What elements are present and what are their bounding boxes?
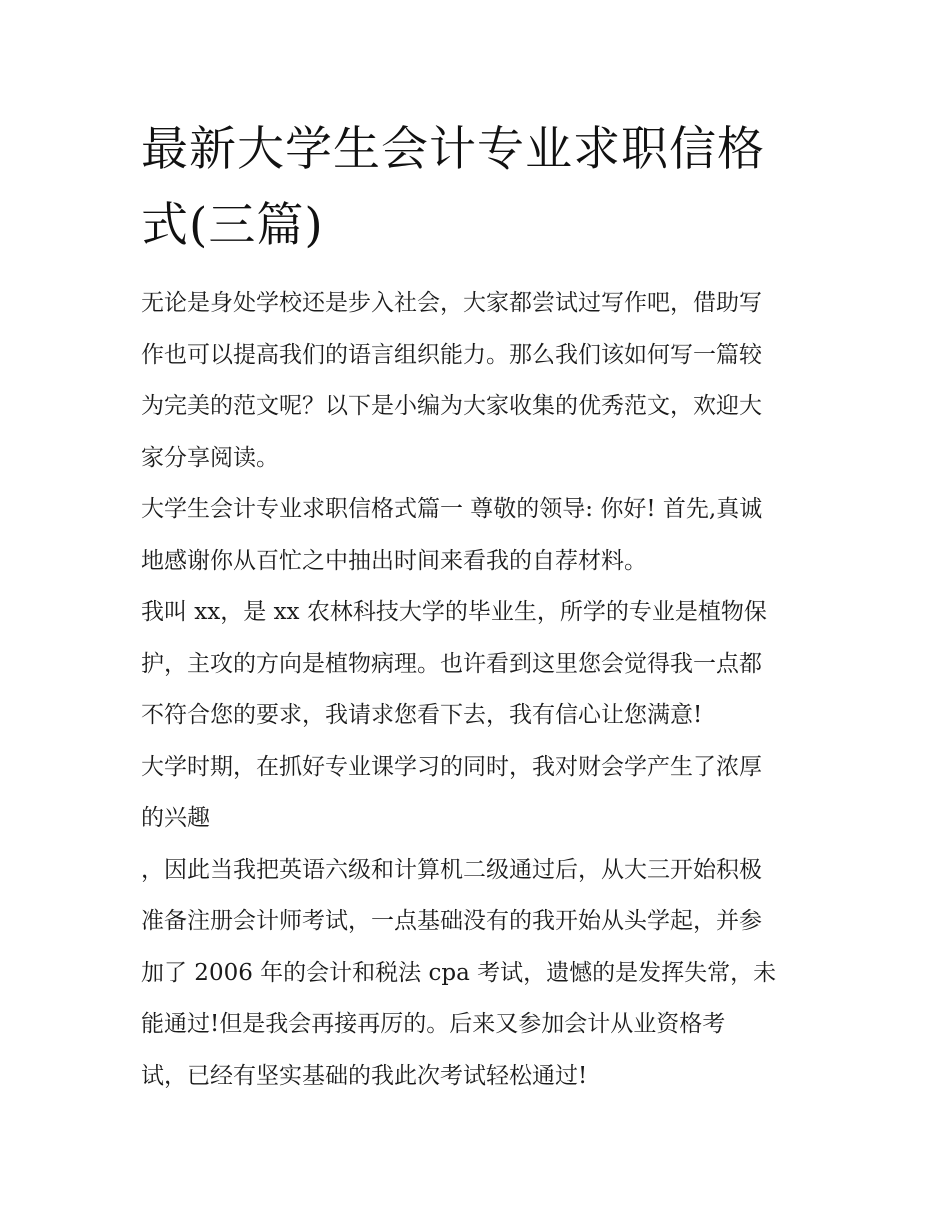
text-line: 的兴趣 <box>141 805 210 831</box>
document-body <box>141 278 817 1102</box>
text-line: 能通过!但是我会再接再厉的。后来又参加会计从业资格考 <box>141 1011 726 1037</box>
interest-paragraph <box>141 742 817 845</box>
text-line: 家分享阅读。 <box>141 444 279 471</box>
text-line: 大学时期，在抓好专业课学习的同时，我对财会学产生了浓厚 <box>141 753 762 780</box>
greeting-paragraph <box>141 484 817 587</box>
text-line: 作也可以提高我们的语言组织能力。那么我们该如何写一篇较 <box>141 341 762 368</box>
text-line: 无论是身处学校还是步入社会，大家都尝试过写作吧，借助写 <box>141 290 762 316</box>
text-line: 大学生会计专业求职信格式篇一 尊敬的领导: 你好! 首先,真诚 <box>141 496 763 522</box>
text-line: 准备注册会计师考试，一点基础没有的我开始从头学起，并参 <box>141 908 762 934</box>
text-line: 我叫 xx，是 xx 农林科技大学的毕业生，所学的专业是植物保 <box>141 599 767 625</box>
self-intro-paragraph <box>141 587 817 742</box>
text-line: 加了 2006 年的会计和税法 cpa 考试，遗憾的是发挥失常，未 <box>141 959 777 986</box>
text-line: 不符合您的要求，我请求您看下去，我有信心让您满意! <box>141 702 703 728</box>
intro-paragraph <box>141 278 817 484</box>
text-line: 地感谢你从百忙之中抽出时间来看我的自荐材料。 <box>141 547 647 574</box>
document-title <box>141 112 821 264</box>
text-line: ，因此当我把英语六级和计算机二级通过后，从大三开始积极 <box>141 856 762 883</box>
text-line: 试，已经有坚实基础的我此次考试轻松通过! <box>141 1062 588 1089</box>
title-line: 式(三篇) <box>141 198 324 253</box>
text-line: 护，主攻的方向是植物病理。也许看到这里您会觉得我一点都 <box>141 650 762 677</box>
text-line: 为完美的范文呢？以下是小编为大家收集的优秀范文，欢迎大 <box>141 393 762 419</box>
title-line: 最新大学生会计专业求职信格 <box>141 122 765 177</box>
exam-paragraph <box>141 845 817 1103</box>
